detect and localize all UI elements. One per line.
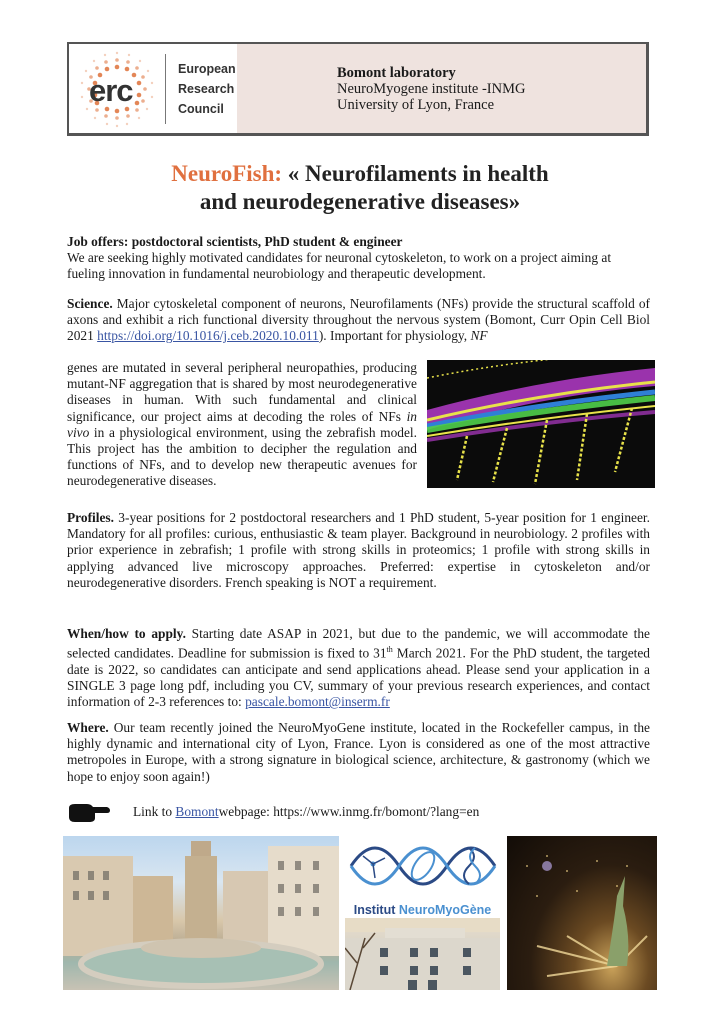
science-text-2: ). Important for physiology, [318,328,471,344]
erc-name [178,59,236,119]
where-text: Our team recently joined the NeuroMyoGene institute, located in the Rockefeller campus, in the highly dynamic and international city of Lyon, France. Lyon is considered as one of the most attractive metropoles in Europe, with a strong signature in biological science, architecture, & gastronomy (which we hope to enjoy soon again!) [67,720,650,784]
science-heading: Science. [67,296,113,311]
erc-logo [77,49,157,129]
webpage-url: webpage: https://www.inmg.fr/bomont/?lang=en [218,804,480,819]
university-name: University of Lyon, France [337,96,495,113]
institut-neuromyogene-logo [345,836,500,916]
logo-word-neuromyogene: NeuroMyoGène [398,903,492,916]
title-accent: NeuroFish: [171,161,283,186]
webpage-row [67,800,479,824]
science-section [67,296,650,345]
title-line2: and neurodegenerative diseases» [199,189,521,214]
bomont-link[interactable]: Bomont [175,804,219,819]
erc-name-line: Research [178,81,235,96]
where-heading: Where. [67,720,109,735]
apply-section [67,626,650,710]
header-box [67,42,649,136]
pointing-hand-icon [67,800,111,824]
webpage-prefix: Link to [133,804,173,819]
institute-name: NeuroMyogene institute -INMG [337,80,526,97]
science-wrapped-text [67,360,417,490]
science-wrap-text-2: in a physiological environment, using the zebrafish model. This project has the ambition to decipher the regulation and functions of NFs, and to develop new therapeutic avenues for neurodegenerative diseases. [67,424,417,489]
doi-link[interactable]: https://doi.org/10.1016/j.ceb.2020.10.011 [97,328,319,344]
page-title [0,160,720,216]
job-offers-text: We are seeking highly motivated candidates for neuronal cytoskeleton, to work on a project aiming at fueling innovation in fundamental neurobiology and therapeutic development. [67,250,612,282]
erc-logo-block [69,44,237,133]
lab-name: Bomont laboratory [337,64,456,81]
logo-word-institut: Institut [353,903,396,916]
in-vivo-italic: in vivo [67,408,417,440]
lyon-fountain-photo [63,836,339,990]
date-superscript: th [386,645,393,655]
science-wrap-text-1: genes are mutated in several peripheral neuropathies, producing mutant-NF aggregation that is shared by most neurodegenerative diseases in human. With such fundamental and clinical significance, our project aims at decoding the roles of NFs [67,360,417,424]
neuromyogene-logo-icon [345,836,500,896]
title-line1: « Neurofilaments in health [282,161,549,186]
profiles-heading: Profiles. [67,510,114,525]
science-text: Major cytoskeletal component of neurons, Neurofilaments (NFs) provide the structural scaffold of axons and exhibit a rich functional diversity throughout the nervous system (Bomont, Curr Opin Cell Biol 2021 [67,296,650,344]
profiles-section [67,510,650,591]
apply-text-2: March 2021. For the PhD student, the targeted date is 2022, so candidates can anticipate and send applications ahead. Please send your application in a SINGLE 3 page long pdf, including you CV, summary of your previous research experiences, and contact information of 2-3 references to: [67,645,650,710]
job-offers-section [67,234,650,283]
lyon-night-photo [507,836,657,990]
institute-building-photo [345,918,500,990]
erc-name-line: Council [178,101,224,116]
lab-info-block [237,44,646,133]
apply-heading: When/how to apply. [67,626,186,641]
zebrafish-microscopy-image [427,360,655,488]
where-section [67,720,650,785]
erc-divider [165,54,166,124]
apply-text-1: Starting date ASAP in 2021, but due to the pandemic, we will accommodate the selected candidates. Deadline for submission is fixed to 31 [67,626,650,661]
nf-italic: NF [470,328,488,344]
erc-logo-text: erc [89,72,133,108]
profiles-text: 3-year positions for 2 postdoctoral researchers and 1 PhD student, 5-year position for 1 engineer. Mandatory for all profiles: curious, enthusiastic & team player. Background in neurobiology. 2 profiles with prior experience in zebrafish; 1 profile with strong skills in proteomics; 1 profile with strong skills in applying advanced live microscopy approaches. Preferred: expertise in cytoskeleton and/or neurodegenerative disorders. French speaking is NOT a requirement. [67,510,650,590]
email-link[interactable]: pascale.bomont@inserm.fr [245,694,390,710]
erc-name-line: European [178,61,236,76]
job-offers-heading: Job offers: postdoctoral scientists, PhD student & engineer [67,234,403,249]
